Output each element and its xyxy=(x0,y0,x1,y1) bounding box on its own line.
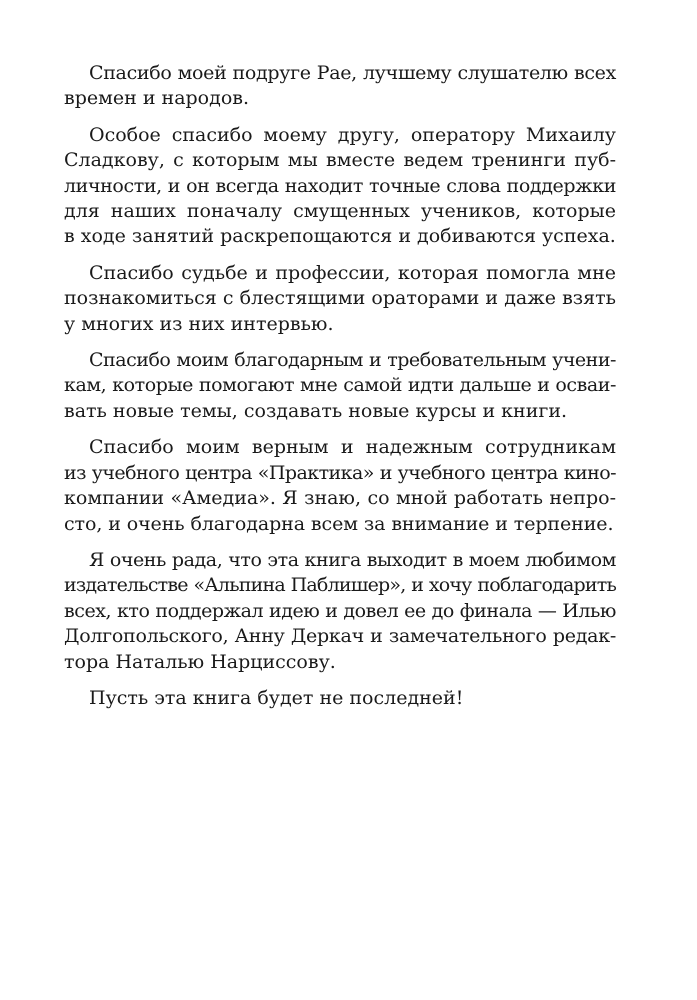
text-line: времен и народов. xyxy=(64,87,249,110)
text-line: познакомиться с блестящими ораторами и даже взять xyxy=(64,287,616,310)
paragraph xyxy=(64,435,616,537)
text-line: вать новые темы, создавать новые курсы и книги. xyxy=(64,399,568,422)
paragraph xyxy=(64,61,616,112)
paragraph xyxy=(64,548,616,675)
text-line: Я очень рада, что эта книга выходит в моем любимом xyxy=(89,548,616,571)
book-page-text xyxy=(64,61,616,722)
text-line: Спасибо судьбе и профессии, которая помогла мне xyxy=(89,261,616,284)
text-line: сто, и очень благодарна всем за внимание и терпение. xyxy=(64,512,614,535)
text-line: тора Наталью Нарциссову. xyxy=(64,650,336,673)
paragraph xyxy=(64,261,616,337)
text-line: издательстве «Альпина Паблишер», и хочу поблагодарить xyxy=(64,574,616,597)
paragraph xyxy=(64,348,616,424)
text-line: Особое спасибо моему другу, оператору Михаилу xyxy=(89,123,616,146)
text-line: компании «Амедиа». Я знаю, со мной работать непро- xyxy=(64,487,616,510)
paragraph xyxy=(64,686,616,711)
text-line: Пусть эта книга будет не последней! xyxy=(89,686,464,709)
text-line: в ходе занятий раскрепощаются и добиваются успеха. xyxy=(64,225,616,248)
text-line: кам, которые помогают мне самой идти дальше и осваи- xyxy=(64,374,616,397)
text-line: Спасибо моим верным и надежным сотрудникам xyxy=(89,436,616,459)
text-line: Спасибо моим благодарным и требовательным учени- xyxy=(89,349,616,372)
text-line: Спасибо моей подруге Рае, лучшему слушателю всех xyxy=(89,62,616,84)
text-line: Долгопольского, Анну Деркач и замечательного редак- xyxy=(64,625,616,648)
text-line: всех, кто поддержал идею и довел ее до финала — Илью xyxy=(64,599,616,622)
paragraph xyxy=(64,123,616,250)
text-line: личности, и он всегда находит точные слова поддержки xyxy=(64,174,616,197)
text-line: для наших поначалу смущенных учеников, которые xyxy=(64,200,616,223)
text-line: Сладкову, с которым мы вместе ведем тренинги пуб- xyxy=(64,149,616,172)
text-line: у многих из них интервью. xyxy=(64,312,334,335)
text-line: из учебного центра «Практика» и учебного центра кино- xyxy=(64,461,616,484)
